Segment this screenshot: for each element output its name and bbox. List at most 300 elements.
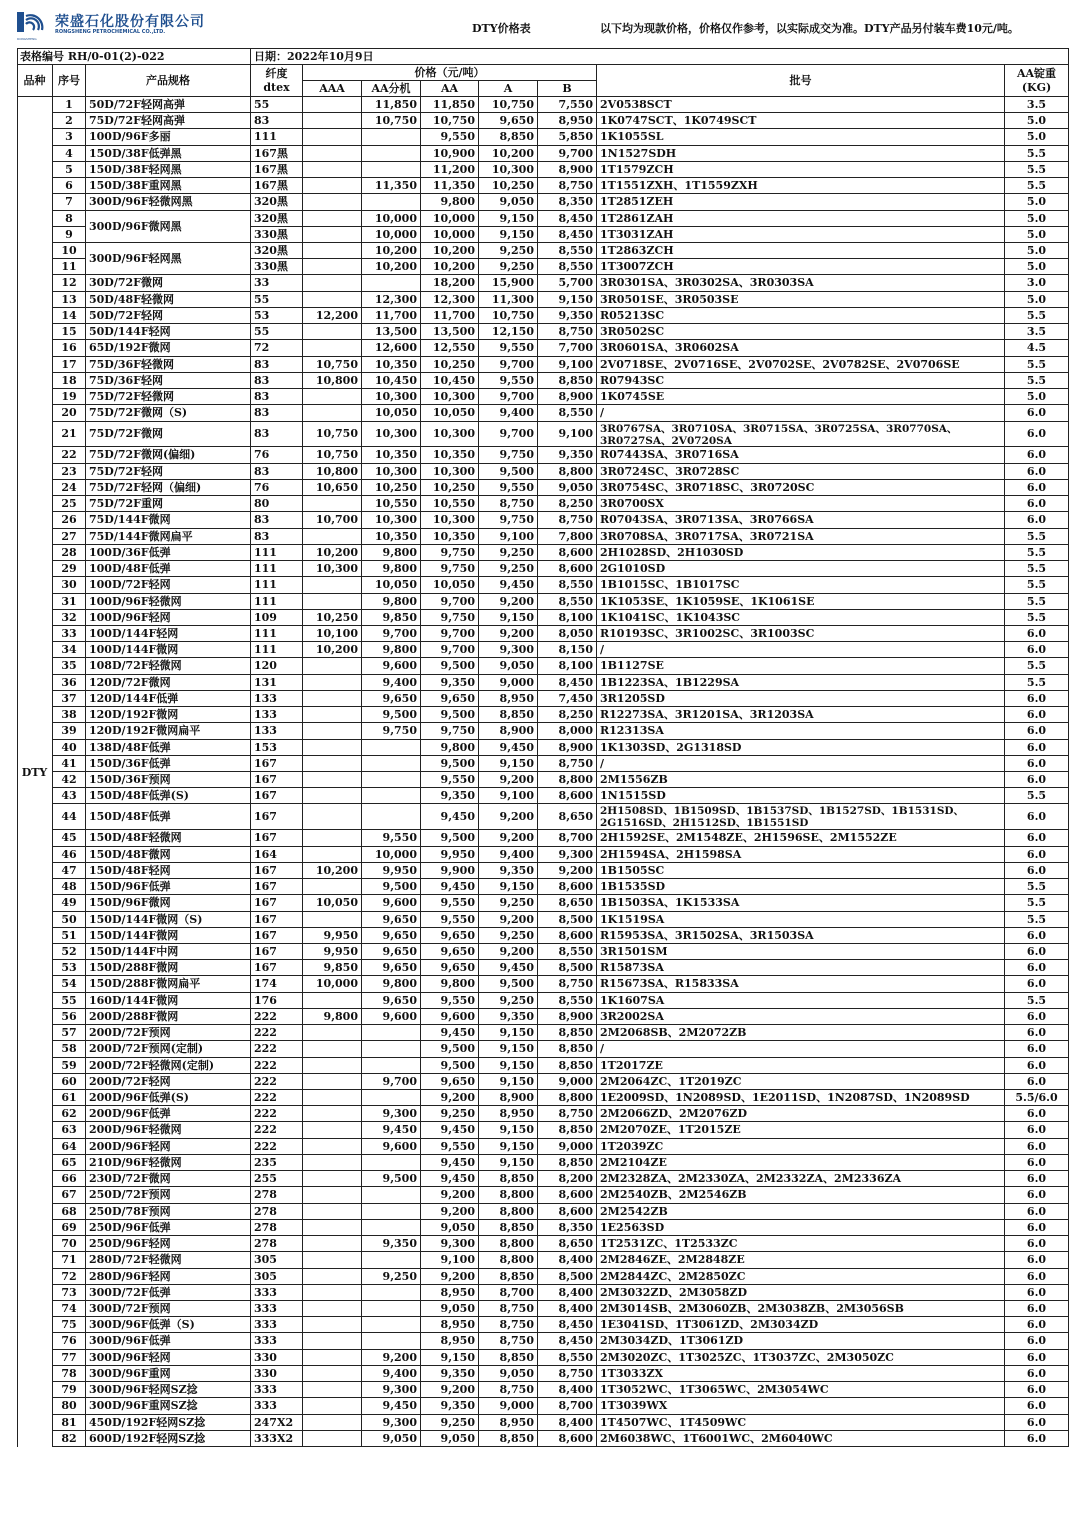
price-aa: 9,800 [421, 740, 479, 756]
aa-spindle-weight: 6.0 [1005, 1317, 1069, 1333]
price-b: 8,450 [538, 675, 597, 691]
dtex-value: 83 [251, 405, 303, 422]
table-row [53, 1122, 1069, 1139]
product-spec: 65D/192F微网 [86, 340, 251, 357]
row-number: 63 [53, 1122, 86, 1139]
price-aa-split: 9,300 [362, 1415, 421, 1431]
price-a: 8,750 [479, 1382, 538, 1398]
row-number: 13 [53, 292, 86, 308]
dtex-value: 76 [251, 447, 303, 464]
price-a: 8,850 [479, 129, 538, 146]
row-number: 38 [53, 707, 86, 723]
product-spec: 300D/96F轻网 [86, 1350, 251, 1366]
product-spec: 150D/36F预网 [86, 772, 251, 788]
dtex-value: 305 [251, 1269, 303, 1285]
aa-spindle-weight: 6.0 [1005, 863, 1069, 879]
dtex-value: 174 [251, 976, 303, 993]
price-aa-split: 9,650 [362, 691, 421, 707]
table-row [53, 292, 1069, 308]
lot-numbers: 1K1055SL [597, 129, 1005, 146]
product-spec: 150D/144F微网 [86, 928, 251, 944]
price-aa: 9,050 [421, 1220, 479, 1236]
price-aaa [303, 830, 362, 847]
dtex-value: 111 [251, 129, 303, 146]
price-aa: 9,450 [421, 879, 479, 895]
dtex-value: 330 [251, 1350, 303, 1366]
price-b: 8,600 [538, 928, 597, 944]
row-number: 3 [53, 129, 86, 146]
table-row [53, 879, 1069, 895]
price-b: 8,500 [538, 960, 597, 976]
price-aaa [303, 1139, 362, 1155]
price-aa-split: 10,300 [362, 464, 421, 480]
price-a: 9,200 [479, 626, 538, 642]
lot-numbers: 2H1592SE、2M1548ZE、2H1596SE、2M1552ZE [597, 830, 1005, 847]
price-aaa: 10,700 [303, 512, 362, 529]
price-aaa [303, 993, 362, 1009]
dtex-value: 167 [251, 879, 303, 895]
product-spec: 300D/96F重网 [86, 1366, 251, 1382]
price-aa: 10,300 [421, 389, 479, 405]
row-number: 66 [53, 1171, 86, 1187]
lot-numbers: R07443SA、3R0716SA [597, 447, 1005, 464]
price-aaa: 10,100 [303, 626, 362, 642]
aa-spindle-weight: 6.0 [1005, 1301, 1069, 1317]
aa-spindle-weight: 5.5 [1005, 788, 1069, 804]
row-number: 81 [53, 1415, 86, 1431]
price-aaa [303, 1285, 362, 1301]
table-row [53, 1058, 1069, 1074]
lot-numbers: 3R0501SE、3R0503SE [597, 292, 1005, 308]
price-a: 8,800 [479, 1236, 538, 1252]
aa-spindle-weight: 6.0 [1005, 1252, 1069, 1269]
product-spec: 75D/72F轻网 [86, 464, 251, 480]
price-aa-split: 9,800 [362, 976, 421, 993]
product-spec: 300D/96F轻网SZ捻 [86, 1382, 251, 1398]
price-a: 9,250 [479, 928, 538, 944]
price-aaa [303, 912, 362, 928]
price-aa-split: 9,400 [362, 675, 421, 691]
row-number: 68 [53, 1204, 86, 1220]
price-aaa [303, 259, 362, 275]
price-aa-split [362, 1285, 421, 1301]
row-number: 49 [53, 895, 86, 912]
price-aa-split: 9,050 [362, 1431, 421, 1447]
price-aa-split [362, 772, 421, 788]
dtex-value: 167 [251, 772, 303, 788]
row-number: 72 [53, 1269, 86, 1285]
product-spec: 108D/72F轻微网 [86, 658, 251, 675]
aa-spindle-weight: 6.0 [1005, 960, 1069, 976]
rongsheng-logo-icon [17, 10, 45, 36]
table-row [53, 976, 1069, 993]
row-number: 59 [53, 1058, 86, 1074]
aa-spindle-weight: 6.0 [1005, 464, 1069, 480]
price-b: 8,450 [538, 1333, 597, 1350]
lot-numbers: 1K1041SC、1K1043SC [597, 610, 1005, 626]
price-a: 9,750 [479, 512, 538, 529]
price-a: 8,850 [479, 1431, 538, 1447]
price-b: 8,500 [538, 1269, 597, 1285]
lot-numbers: 2M2328ZA、2M2330ZA、2M2332ZA、2M2336ZA [597, 1171, 1005, 1187]
row-number: 15 [53, 324, 86, 340]
price-aa-split: 11,850 [362, 97, 421, 113]
product-spec: 100D/48F低弹 [86, 561, 251, 577]
column-header-seq: 序号 [53, 65, 86, 97]
price-b: 7,700 [538, 340, 597, 357]
price-aa-split: 10,750 [362, 113, 421, 129]
aa-spindle-weight: 5.0 [1005, 211, 1069, 227]
price-aa: 9,250 [421, 1415, 479, 1431]
price-aaa [303, 756, 362, 772]
price-b: 8,750 [538, 178, 597, 194]
aa-spindle-weight: 5.5 [1005, 658, 1069, 675]
aa-spindle-weight: 5.0 [1005, 194, 1069, 211]
table-row [53, 788, 1069, 804]
price-aaa [303, 324, 362, 340]
price-b: 9,350 [538, 308, 597, 324]
aa-spindle-weight: 5.5 [1005, 561, 1069, 577]
aa-spindle-weight: 6.0 [1005, 1106, 1069, 1122]
product-spec: 150D/48F低弹 [86, 804, 251, 830]
table-row [53, 340, 1069, 357]
product-spec: 200D/72F预网(定制) [86, 1041, 251, 1058]
dtex-value: 167 [251, 928, 303, 944]
row-number: 14 [53, 308, 86, 324]
aa-spindle-weight: 3.0 [1005, 275, 1069, 292]
price-b: 8,450 [538, 227, 597, 243]
price-aa: 9,650 [421, 960, 479, 976]
aa-spindle-weight: 6.0 [1005, 405, 1069, 422]
dtex-value: 167 [251, 788, 303, 804]
aa-spindle-weight: 5.5 [1005, 529, 1069, 545]
dtex-value: 83 [251, 373, 303, 389]
lot-numbers: 1T3039WX [597, 1398, 1005, 1415]
price-a: 9,150 [479, 879, 538, 895]
price-aaa [303, 1398, 362, 1415]
dtex-value: 278 [251, 1204, 303, 1220]
price-b: 8,750 [538, 976, 597, 993]
product-spec: 300D/96F轻网黑 [86, 243, 251, 275]
price-aa-split [362, 129, 421, 146]
price-aa: 10,200 [421, 243, 479, 259]
dtex-value: 167 [251, 960, 303, 976]
dtex-value: 247X2 [251, 1415, 303, 1431]
row-number: 79 [53, 1382, 86, 1398]
dtex-value: 330黑 [251, 259, 303, 275]
price-aa-split [362, 1025, 421, 1041]
lot-numbers: 3R0502SC [597, 324, 1005, 340]
price-aaa [303, 1333, 362, 1350]
price-aaa [303, 788, 362, 804]
table-row [53, 1252, 1069, 1269]
price-a: 9,450 [479, 577, 538, 594]
aa-spindle-weight: 5.5 [1005, 879, 1069, 895]
price-aa-split: 12,600 [362, 340, 421, 357]
aa-spindle-weight: 6.0 [1005, 804, 1069, 830]
row-number: 34 [53, 642, 86, 658]
table-row [53, 1398, 1069, 1415]
lot-numbers: 2M2068SB、2M2072ZB [597, 1025, 1005, 1041]
price-aa-split: 11,700 [362, 308, 421, 324]
lot-numbers: 2V0538SCT [597, 97, 1005, 113]
price-aa: 9,500 [421, 756, 479, 772]
product-spec: 75D/144F微网扁平 [86, 529, 251, 545]
price-a: 8,750 [479, 496, 538, 512]
product-spec: 200D/96F低弹(S) [86, 1090, 251, 1106]
price-a: 9,200 [479, 944, 538, 960]
table-row [53, 275, 1069, 292]
price-aaa [303, 723, 362, 740]
row-number: 52 [53, 944, 86, 960]
table-row [53, 243, 1069, 265]
dtex-value: 255 [251, 1171, 303, 1187]
price-b: 8,400 [538, 1415, 597, 1431]
lot-numbers: 3R0724SC、3R0728SC [597, 464, 1005, 480]
price-b: 5,850 [538, 129, 597, 146]
price-aa-split: 9,650 [362, 993, 421, 1009]
price-a: 9,150 [479, 1025, 538, 1041]
aa-spindle-weight: 6.0 [1005, 1025, 1069, 1041]
price-aa: 9,800 [421, 976, 479, 993]
dtex-value: 235 [251, 1155, 303, 1171]
lot-numbers: 2H1508SD、1B1509SD、1B1537SD、1B1527SD、1B1531SD、2G1516SD、2H1512SD、1B1551SD [597, 804, 1005, 830]
price-aa-split: 9,800 [362, 594, 421, 610]
lot-numbers: 1T2851ZEH [597, 194, 1005, 211]
lot-numbers: 3R0767SA、3R0710SA、3R0715SA、3R0725SA、3R0770SA、3R0727SA、2V0720SA [597, 422, 1005, 447]
price-aa-split [362, 1301, 421, 1317]
price-aa-split [362, 1041, 421, 1058]
price-b: 9,200 [538, 863, 597, 879]
row-number: 12 [53, 275, 86, 292]
table-row [53, 658, 1069, 675]
price-a: 9,200 [479, 594, 538, 610]
price-aaa [303, 1382, 362, 1398]
product-spec: 150D/144F中网 [86, 944, 251, 960]
row-number: 73 [53, 1285, 86, 1301]
lot-numbers: 1T2039ZC [597, 1139, 1005, 1155]
price-b: 8,900 [538, 740, 597, 756]
price-a: 8,950 [479, 691, 538, 707]
aa-spindle-weight: 6.0 [1005, 1398, 1069, 1415]
price-aaa [303, 1204, 362, 1220]
row-number: 37 [53, 691, 86, 707]
price-aa-split: 10,250 [362, 480, 421, 496]
dtex-value: 333 [251, 1285, 303, 1301]
lot-numbers: 1T2017ZE [597, 1058, 1005, 1074]
price-aa-split: 9,650 [362, 928, 421, 944]
price-b: 8,600 [538, 788, 597, 804]
dtex-value: 333 [251, 1398, 303, 1415]
product-spec: 280D/72F轻微网 [86, 1252, 251, 1269]
table-row [53, 389, 1069, 405]
row-number: 25 [53, 496, 86, 512]
price-b: 8,850 [538, 1041, 597, 1058]
variety-cell: DTY [17, 97, 53, 1447]
dtex-value: 333 [251, 1382, 303, 1398]
product-spec: 300D/96F低弹 [86, 1333, 251, 1350]
dtex-value: 109 [251, 610, 303, 626]
table-row [53, 863, 1069, 879]
price-a: 9,150 [479, 227, 538, 243]
price-a: 9,700 [479, 389, 538, 405]
company-logo [17, 10, 205, 41]
price-a: 8,900 [479, 1090, 538, 1106]
price-aaa [303, 707, 362, 723]
price-b: 9,100 [538, 422, 597, 447]
price-a: 9,450 [479, 740, 538, 756]
price-a: 12,150 [479, 324, 538, 340]
product-spec: 100D/144F轻网 [86, 626, 251, 642]
product-spec: 120D/192F微网 [86, 707, 251, 723]
price-b: 8,450 [538, 211, 597, 227]
price-aa-split: 10,350 [362, 357, 421, 373]
aa-spindle-weight: 6.0 [1005, 691, 1069, 707]
lot-numbers: 1K1607SA [597, 993, 1005, 1009]
company-name-cn: 荣盛石化股份有限公司 [55, 14, 205, 30]
aa-spindle-weight: 5.0 [1005, 227, 1069, 243]
price-aa: 13,500 [421, 324, 479, 340]
price-a: 9,000 [479, 1398, 538, 1415]
price-aa: 9,700 [421, 626, 479, 642]
price-b: 8,100 [538, 610, 597, 626]
price-b: 8,250 [538, 707, 597, 723]
aa-spindle-weight: 6.0 [1005, 740, 1069, 756]
lot-numbers: 2M3034ZD、1T3061ZD [597, 1333, 1005, 1350]
price-b: 7,450 [538, 691, 597, 707]
dtex-value: 83 [251, 357, 303, 373]
aa-spindle-weight: 6.0 [1005, 1122, 1069, 1139]
row-number: 16 [53, 340, 86, 357]
price-a: 8,800 [479, 1204, 538, 1220]
product-spec: 138D/48F低弹 [86, 740, 251, 756]
lot-numbers: / [597, 1041, 1005, 1058]
price-aa-split: 9,250 [362, 1269, 421, 1285]
row-number: 50 [53, 912, 86, 928]
table-row [53, 113, 1069, 129]
price-aaa [303, 1106, 362, 1122]
price-a: 9,250 [479, 545, 538, 561]
table-row [53, 162, 1069, 178]
aa-spindle-weight: 6.0 [1005, 1333, 1069, 1350]
row-number: 9 [53, 227, 86, 243]
price-a: 8,750 [479, 1301, 538, 1317]
price-aa: 9,450 [421, 1025, 479, 1041]
price-aa: 9,450 [421, 1122, 479, 1139]
price-aa: 12,300 [421, 292, 479, 308]
dtex-value: 333 [251, 1317, 303, 1333]
dtex-value: 120 [251, 658, 303, 675]
aa-spindle-weight: 6.0 [1005, 1074, 1069, 1090]
table-row [53, 512, 1069, 529]
table-row [53, 1350, 1069, 1366]
row-number: 4 [53, 146, 86, 162]
dtex-value: 305 [251, 1252, 303, 1269]
price-aaa [303, 178, 362, 194]
aa-spindle-weight: 6.0 [1005, 1236, 1069, 1252]
table-row [53, 1366, 1069, 1382]
aa-spindle-weight: 6.0 [1005, 944, 1069, 960]
dtex-value: 164 [251, 847, 303, 863]
row-number: 11 [53, 259, 86, 275]
price-aa: 9,550 [421, 772, 479, 788]
row-number: 76 [53, 1333, 86, 1350]
product-spec: 50D/72F轻网 [86, 308, 251, 324]
lot-numbers: 2M2844ZC、2M2850ZC [597, 1269, 1005, 1285]
product-spec: 75D/72F重网 [86, 496, 251, 512]
price-aa: 10,350 [421, 529, 479, 545]
table-row [53, 895, 1069, 912]
table-row [53, 178, 1069, 194]
dtex-value: 278 [251, 1220, 303, 1236]
lot-numbers: 1E2563SD [597, 1220, 1005, 1236]
table-row [53, 1415, 1069, 1431]
column-header-weight [1005, 65, 1069, 97]
product-spec: 75D/36F轻网 [86, 373, 251, 389]
price-aa: 9,450 [421, 804, 479, 830]
dtex-value: 330黑 [251, 227, 303, 243]
row-number: 53 [53, 960, 86, 976]
price-aa-split [362, 1058, 421, 1074]
table-row [53, 1382, 1069, 1398]
lot-numbers: 2M2846ZE、2M2848ZE [597, 1252, 1005, 1269]
price-aa: 10,550 [421, 496, 479, 512]
dtex-value: 333X2 [251, 1431, 303, 1447]
dtex-value: 83 [251, 422, 303, 447]
product-spec: 75D/72F轻网（偏细) [86, 480, 251, 496]
table-row [53, 1171, 1069, 1187]
price-aaa [303, 1025, 362, 1041]
aa-spindle-weight: 6.0 [1005, 1187, 1069, 1204]
aa-spindle-weight: 6.0 [1005, 1431, 1069, 1447]
column-header-weight-unit: (KG) [1021, 80, 1052, 94]
price-a: 10,250 [479, 178, 538, 194]
lot-numbers: 1T1551ZXH、1T1559ZXH [597, 178, 1005, 194]
dtex-value: 111 [251, 642, 303, 658]
table-row [53, 675, 1069, 691]
price-aaa [303, 389, 362, 405]
price-aa: 10,450 [421, 373, 479, 389]
price-aa-split: 10,300 [362, 422, 421, 447]
product-spec: 200D/96F轻网 [86, 1139, 251, 1155]
price-a: 9,700 [479, 422, 538, 447]
aa-spindle-weight: 5.5 [1005, 993, 1069, 1009]
price-aa-split: 9,450 [362, 1122, 421, 1139]
price-aa: 9,700 [421, 642, 479, 658]
table-row [53, 1106, 1069, 1122]
price-aa: 10,750 [421, 113, 479, 129]
price-aa: 10,000 [421, 227, 479, 243]
price-aa-split: 10,350 [362, 529, 421, 545]
product-spec: 250D/96F低弹 [86, 1220, 251, 1236]
aa-spindle-weight: 6.0 [1005, 847, 1069, 863]
price-aa-split: 9,500 [362, 879, 421, 895]
product-spec: 75D/72F微网(偏细) [86, 447, 251, 464]
row-number: 71 [53, 1252, 86, 1269]
lot-numbers: 2M6038WC、1T6001WC、2M6040WC [597, 1431, 1005, 1447]
product-spec: 300D/96F轻微网黑 [86, 194, 251, 211]
price-aa-split: 10,300 [362, 389, 421, 405]
product-spec: 150D/48F微网 [86, 847, 251, 863]
table-row [53, 756, 1069, 772]
price-aaa [303, 405, 362, 422]
price-a: 9,550 [479, 373, 538, 389]
price-aaa: 9,850 [303, 960, 362, 976]
price-aaa: 10,650 [303, 480, 362, 496]
price-aa: 11,350 [421, 178, 479, 194]
dtex-value: 33 [251, 275, 303, 292]
price-aaa [303, 275, 362, 292]
